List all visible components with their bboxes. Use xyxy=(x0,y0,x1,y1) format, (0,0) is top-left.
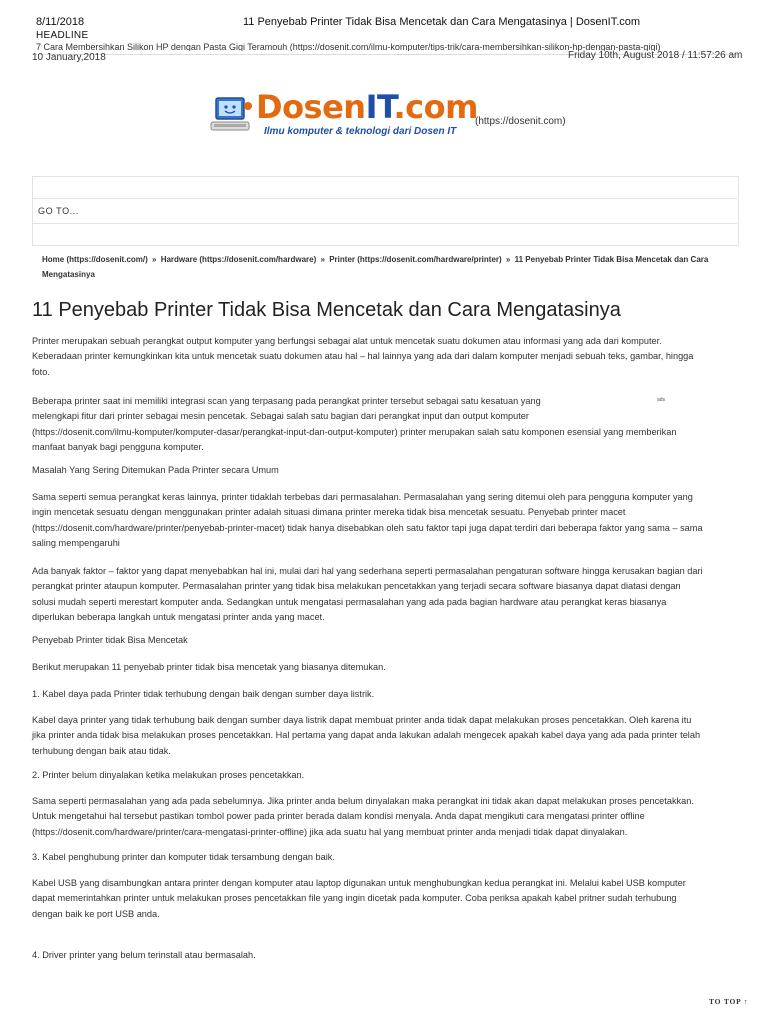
article-title: 11 Penyebab Printer Tidak Bisa Mencetak dan Cara Mengatasinya xyxy=(32,299,621,321)
text-line: diperlukan beberapa langkah untuk mengatasi printer anda yang macet. xyxy=(32,612,325,623)
section-heading: Masalah Yang Sering Ditemukan Pada Printer secara Umum xyxy=(32,465,279,475)
text-line-link[interactable]: (https://dosenit.com/ilmu-komputer/komputer-dasar/perangkat-input-dan-output-komputer) printer merupakan salah satu komponen esensial yang memberikan xyxy=(32,426,677,437)
breadcrumb-hardware-link[interactable]: Hardware (https://dosenit.com/hardware) xyxy=(160,255,317,264)
text-line: Untuk mengetahui hal tersebut pastikan tombol power pada printer berada dalam kondisi menyala. Anda dapat mengikuti cara mengatasi printer offline xyxy=(32,811,645,822)
breadcrumb-separator: » xyxy=(505,255,511,264)
breadcrumb-separator: » xyxy=(152,255,157,264)
text-line: Keberadaan printer kemungkinkan kita untuk mencetak suatu dokumen atau hal – hal lainnya yang ada dari dalam komputer menjadi sebuah teks, gambar, hingga xyxy=(32,351,694,362)
article-paragraph xyxy=(32,334,737,380)
text-line: Beberapa printer saat ini memiliki integrasi scan yang terpasang pada perangkat printer tersebut sebagai satu kesatuan yang xyxy=(32,396,541,406)
logo-brand-b: IT xyxy=(365,88,394,126)
article-paragraph xyxy=(32,713,737,759)
breadcrumb-current: 11 Penyebab Printer Tidak Bisa Mencetak dan Cara xyxy=(514,255,709,264)
list-item-heading: 3. Kabel penghubung printer dan komputer tidak tersambung dengan baik. xyxy=(32,852,335,862)
article-paragraph xyxy=(32,394,737,456)
breadcrumb-current-cont: Mengatasinya xyxy=(42,270,95,279)
list-item-heading: 1. Kabel daya pada Printer tidak terhubung dengan baik dengan sumber daya listrik. xyxy=(32,689,375,699)
article-paragraph xyxy=(32,794,737,840)
text-line: foto. xyxy=(32,366,50,377)
text-line: terhubung dengan baik atau tidak. xyxy=(32,745,171,756)
article-paragraph xyxy=(32,564,737,626)
headline-label: HEADLINE xyxy=(36,30,89,41)
text-line: Kabel USB yang disambungkan antara printer dengan komputer atau laptop digunakan untuk menghubungkan kedua perangkat ini. Melalui kabel USB komputer xyxy=(32,878,686,888)
post-date: 10 January,2018 xyxy=(32,52,106,63)
text-line: Sama seperti semua perangkat keras lainnya, printer tidaklah terbebas dari permasalahan. Permasalahan yang sering ditemui oleh para pengguna komputer yang xyxy=(32,492,693,502)
article-paragraph xyxy=(32,876,737,922)
text-line-link[interactable]: (https://dosenit.com/hardware/printer/cara-mengatasi-printer-offline) jika ada suatu hal yang membuat printer anda menjadi tidak dapat dinyalakan. xyxy=(32,826,628,837)
logo-brand-a: Dosen xyxy=(256,88,366,126)
logo-brand-c: .com xyxy=(393,88,478,126)
text-line: ingin mencetak sesuatu dengan menggunakan printer adalah situasi dimana printer mereka tidak bisa mencetak sesuatu. Penyebab printer macet xyxy=(32,507,626,518)
article-paragraph xyxy=(32,490,737,552)
text-line: saling mempengaruhi xyxy=(32,538,120,549)
list-item-heading: 2. Printer belum dinyalakan ketika melakukan proses pencetakkan. xyxy=(32,770,305,780)
text-line-link[interactable]: (https://dosenit.com/hardware/printer/penyebab-printer-macet) tidak hanya disebabkan oleh satu faktor tapi juga dapat terdiri dari beberapa faktor yang sama – sama xyxy=(32,522,703,533)
computer-logo-icon xyxy=(208,92,254,138)
text-line: manfaat banyak bagi pengguna komputer. xyxy=(32,442,204,453)
text-line: Ada banyak faktor – faktor yang dapat menyebabkan hal ini, mulai dari hal yang sederhana seperti permasalahan pengaturan software hingga kerusakan bagian dari xyxy=(32,566,703,576)
text-line: melengkapi fitur dari printer sebagai mesin pencetak. Sebagai salah satu bagian dari perangkat input dan output komputer xyxy=(32,411,529,422)
text-line: solusi mudah seperti merestart komputer anda. Sedangkan untuk mengatasi permasalahan yang ada pada bagian hardware atau perangkat keras biasanya xyxy=(32,596,667,607)
headline-ticker-link[interactable]: 7 Cara Membersihkan Silikon HP dengan Pasta Gigi Teramouh (https://dosenit.com/ilmu-komputer/tips-trik/cara-membersihkan-silikon-hp-dengan-pasta-gigi) xyxy=(36,43,661,51)
site-url-link[interactable]: (https://dosenit.com) xyxy=(475,116,566,127)
section-heading: Penyebab Printer tidak Bisa Mencetak xyxy=(32,635,188,645)
goto-menu-label: GO TO... xyxy=(38,206,79,216)
ads-label: ads xyxy=(657,397,666,403)
breadcrumb xyxy=(42,252,732,282)
breadcrumb-home-link[interactable]: Home (https://dosenit.com/) xyxy=(42,255,148,264)
article-paragraph: Berikut merupakan 11 penyebab printer tidak bisa mencetak yang biasanya ditemukan. xyxy=(32,662,386,672)
breadcrumb-printer-link[interactable]: Printer (https://dosenit.com/hardware/printer) xyxy=(329,255,502,264)
to-top-button[interactable]: TO TOP ↑ xyxy=(709,997,749,1006)
list-item-heading: 4. Driver printer yang belum terinstall atau bermasalah. xyxy=(32,950,256,960)
goto-menu[interactable] xyxy=(32,198,737,224)
text-line: dapat memerintahkan printer untuk melakukan proses pencetakkan file yang ingin dicetak pada komputer. Coba periksa apakah kabel pritner sudah terhubung xyxy=(32,893,677,904)
print-date: 8/11/2018 xyxy=(36,16,85,28)
current-datetime: Friday 10th, August 2018 / 11:57:26 am xyxy=(568,50,743,61)
text-line: Kabel daya printer yang tidak terhubung baik dengan sumber daya listrik dapat membuat printer anda tidak dapat melakukan proses pencetakkan. Oleh karena itu xyxy=(32,715,692,725)
logo-tagline: Ilmu komputer & teknologi dari Dosen IT xyxy=(264,126,457,137)
text-line: Printer merupakan sebuah perangkat output komputer yang berfungsi sebagai alat untuk mencetak suatu dokumen atau informasi yang ada dari komputer. xyxy=(32,336,662,346)
print-page-title: 11 Penyebab Printer Tidak Bisa Mencetak dan Cara Mengatasinya | DosenIT.com xyxy=(243,16,641,28)
text-line: jika printer anda tidak bisa melakukan proses pencetakkan. Hal pertama yang dapat anda lakukan adalah mengecek apakah kabel daya yang ada pada printer telah xyxy=(32,730,701,741)
text-line: dengan baik ke port USB anda. xyxy=(32,908,160,919)
breadcrumb-separator: » xyxy=(320,255,325,264)
logo-wordmark xyxy=(256,88,478,126)
text-line: perangkat printer ataupun komputer. Permasalahan printer yang tidak bisa melakukan pencetakkan yang terjadi secara software biasanya dapat diatasi dengan xyxy=(32,581,681,592)
text-line: Sama seperti permasalahan yang ada pada sebelumnya. Jika printer anda belum dinyalakan maka perangkat ini tidak akan dapat melakukan proses pencetakkan. xyxy=(32,796,694,806)
